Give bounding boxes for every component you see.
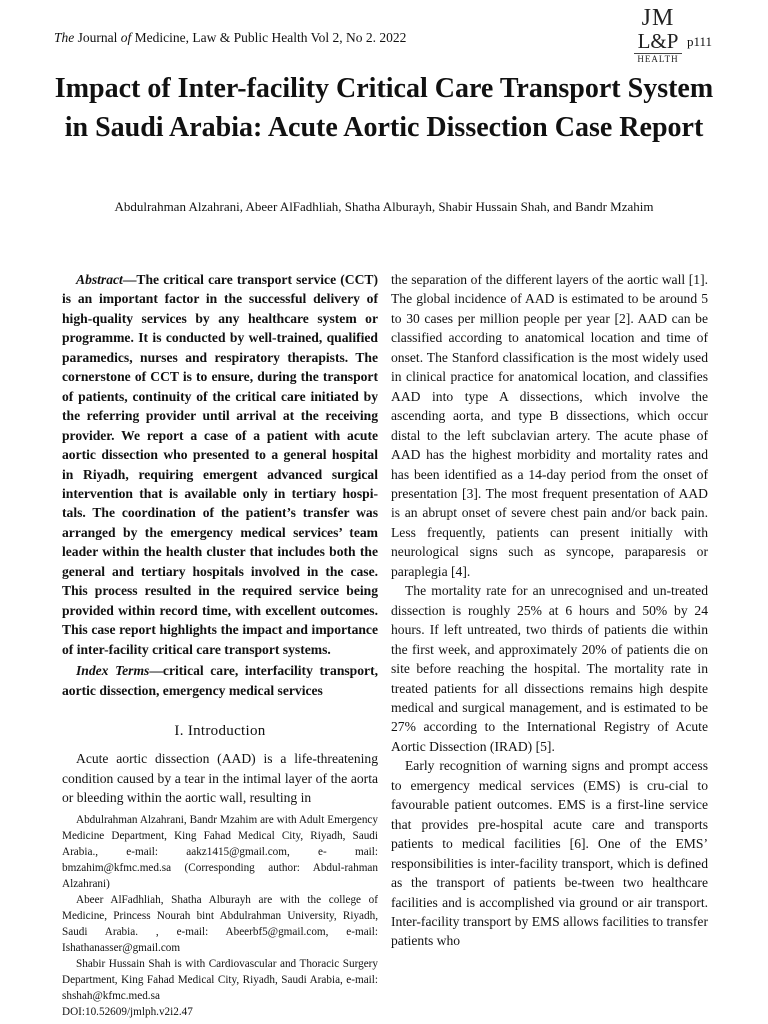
author-footnotes [62,812,378,1020]
abstract [62,270,378,659]
right-column [391,270,708,951]
logo-line-3: HEALTH [634,53,682,65]
footnote-1: Abdulrahman Alzahrani, Bandr Mzahim are with Adult Emergency Medicine Department, King Fahad Medical City, Riyadh, Saudi Arabia., e-mail: aakz1415@gmail.com, e- mail: bmzahim@kfmc.med.sa (Corresponding author: Abdul-rahman Alzahrani) [62,813,378,890]
footnote-2: Abeer AlFadhliah, Shatha Alburayh are with the college of Medicine, Princess Nourah bint Abdulrahman University, Riyadh, Saudi Arabia. , e-mail: Abeerbf5@gmail.com, e-mail: Ishathanasser@gmail.com [62,893,378,954]
abstract-text: —The critical care transport service (CCT) is an important factor in the successful delivery of high-quality services by any healthcare system or programme. It is conducted by well-trained, qualified paramedics, nurses and respiratory therapists. The cornerstone of CCT is to ensure, during the transport of patients, continuity of the critical care initiated by the referring provider until arrival at the receiving provider. We report a case of a patient with acute aortic dissection who presented to a general hospital in Riyadh, requiring emergent advanced surgical intervention that is available only in tertiary hospi-tals. The coordination of the patient’s transfer was arranged by the emergency medical services’ team leader within the health cluster that includes both the general and tertiary hospitals involved in the case. This process resulted in the required service being provided within record time, with excellent outcomes. This case report highlights the impact and importance of inter-facility critical care transport systems. [62,272,378,657]
index-terms-label: Index Terms [76,663,150,679]
body-paragraph-3: Early recognition of warning signs and prompt access to emergency medical services (EMS) is cru-cial to favourable patient outcomes. EMS is a first-line service that provides pre-hospital acute care and transports patients to medical facilities [6]. One of the EMS’ responsibilities is inter-facility transport, which is defined as the transport of patients be-tween two healthcare facilities and is accomplished via ground or air transport. Inter-facility transport by EMS allows facilities to transfer patients who [391,758,708,949]
left-column [62,270,378,1020]
section-heading-introduction: I. Introduction [174,722,266,739]
abstract-label: Abstract [76,272,123,287]
journal-details: Medicine, Law & Public Health Vol 2, No 2. 2022 [134,30,407,45]
journal-word: Journal [77,30,118,45]
journal-header [54,30,406,46]
logo-line-2: L&P [637,29,679,53]
index-terms-text: —critical care, interfacility transport, aortic dissection, emergency medical services [62,663,378,698]
page-number: p111 [687,34,713,49]
index-terms [62,661,378,700]
paper-title: Impact of Inter-facility Critical Care Transport System in Saudi Arabia: Acute Aortic Dissection Case Report [54,73,714,143]
author-list: Abdulrahman Alzahrani, Abeer AlFadhliah, Shatha Alburayh, Shabir Hussain Shah, and Bandr Mzahim [114,199,654,214]
body-paragraph-2: The mortality rate for an unrecognised and un-treated dissection is roughly 25% at 6 hours and 50% by 24 hours. If left untreated, two thirds of patients die within the first week, and approximately 20% of patients die on site before reaching the hospital. The mortality rate in treated patients for all dissections remains high despite medical and surgical management, and is estimated to be 27% according to the International Registry of Acute Aortic Dissection (IRAD) [5]. [391,583,708,754]
footnote-3: Shabir Hussain Shah is with Cardiovascular and Thoracic Surgery Department, King Fahad Medical City, Riyadh, Saudi Arabia, e-mail: shshah@kfmc.med.sa [62,957,378,1002]
journal-of: of [120,30,132,45]
body-paragraph-1: the separation of the different layers of the aortic wall [1]. The global incidence of AAD is estimated to be around 5 to 30 cases per million people per year [2]. AAD can be classified according to anatomical location and time of onset. The Stanford classification is the most widely used in clinical practice for anatomical location, and classifies AAD into type A dissections, which involve the ascending aorta, and type B dissections, which occur distal to the left subclavian artery. The acute phase of AAD has the highest morbidity and mortality rates and has been identified as a 14-day period from the onset of presentation [3]. The most frequent presentation of AAD is an abrupt onset of severe chest pain and/or back pain. Less frequently, patients can present initially with neurological signs such as syncope, paraparesis or paraplegia [4]. [391,272,708,579]
journal-the: The [54,30,75,45]
journal-logo [628,6,688,65]
doi: DOI:10.52609/jmlph.v2i2.47 [62,1005,193,1018]
logo-line-1: JM [641,5,675,31]
intro-paragraph: Acute aortic dissection (AAD) is a life-threatening condition caused by a tear in the intimal layer of the aorta or bleeding within the aortic wall, resulting in [62,751,378,806]
